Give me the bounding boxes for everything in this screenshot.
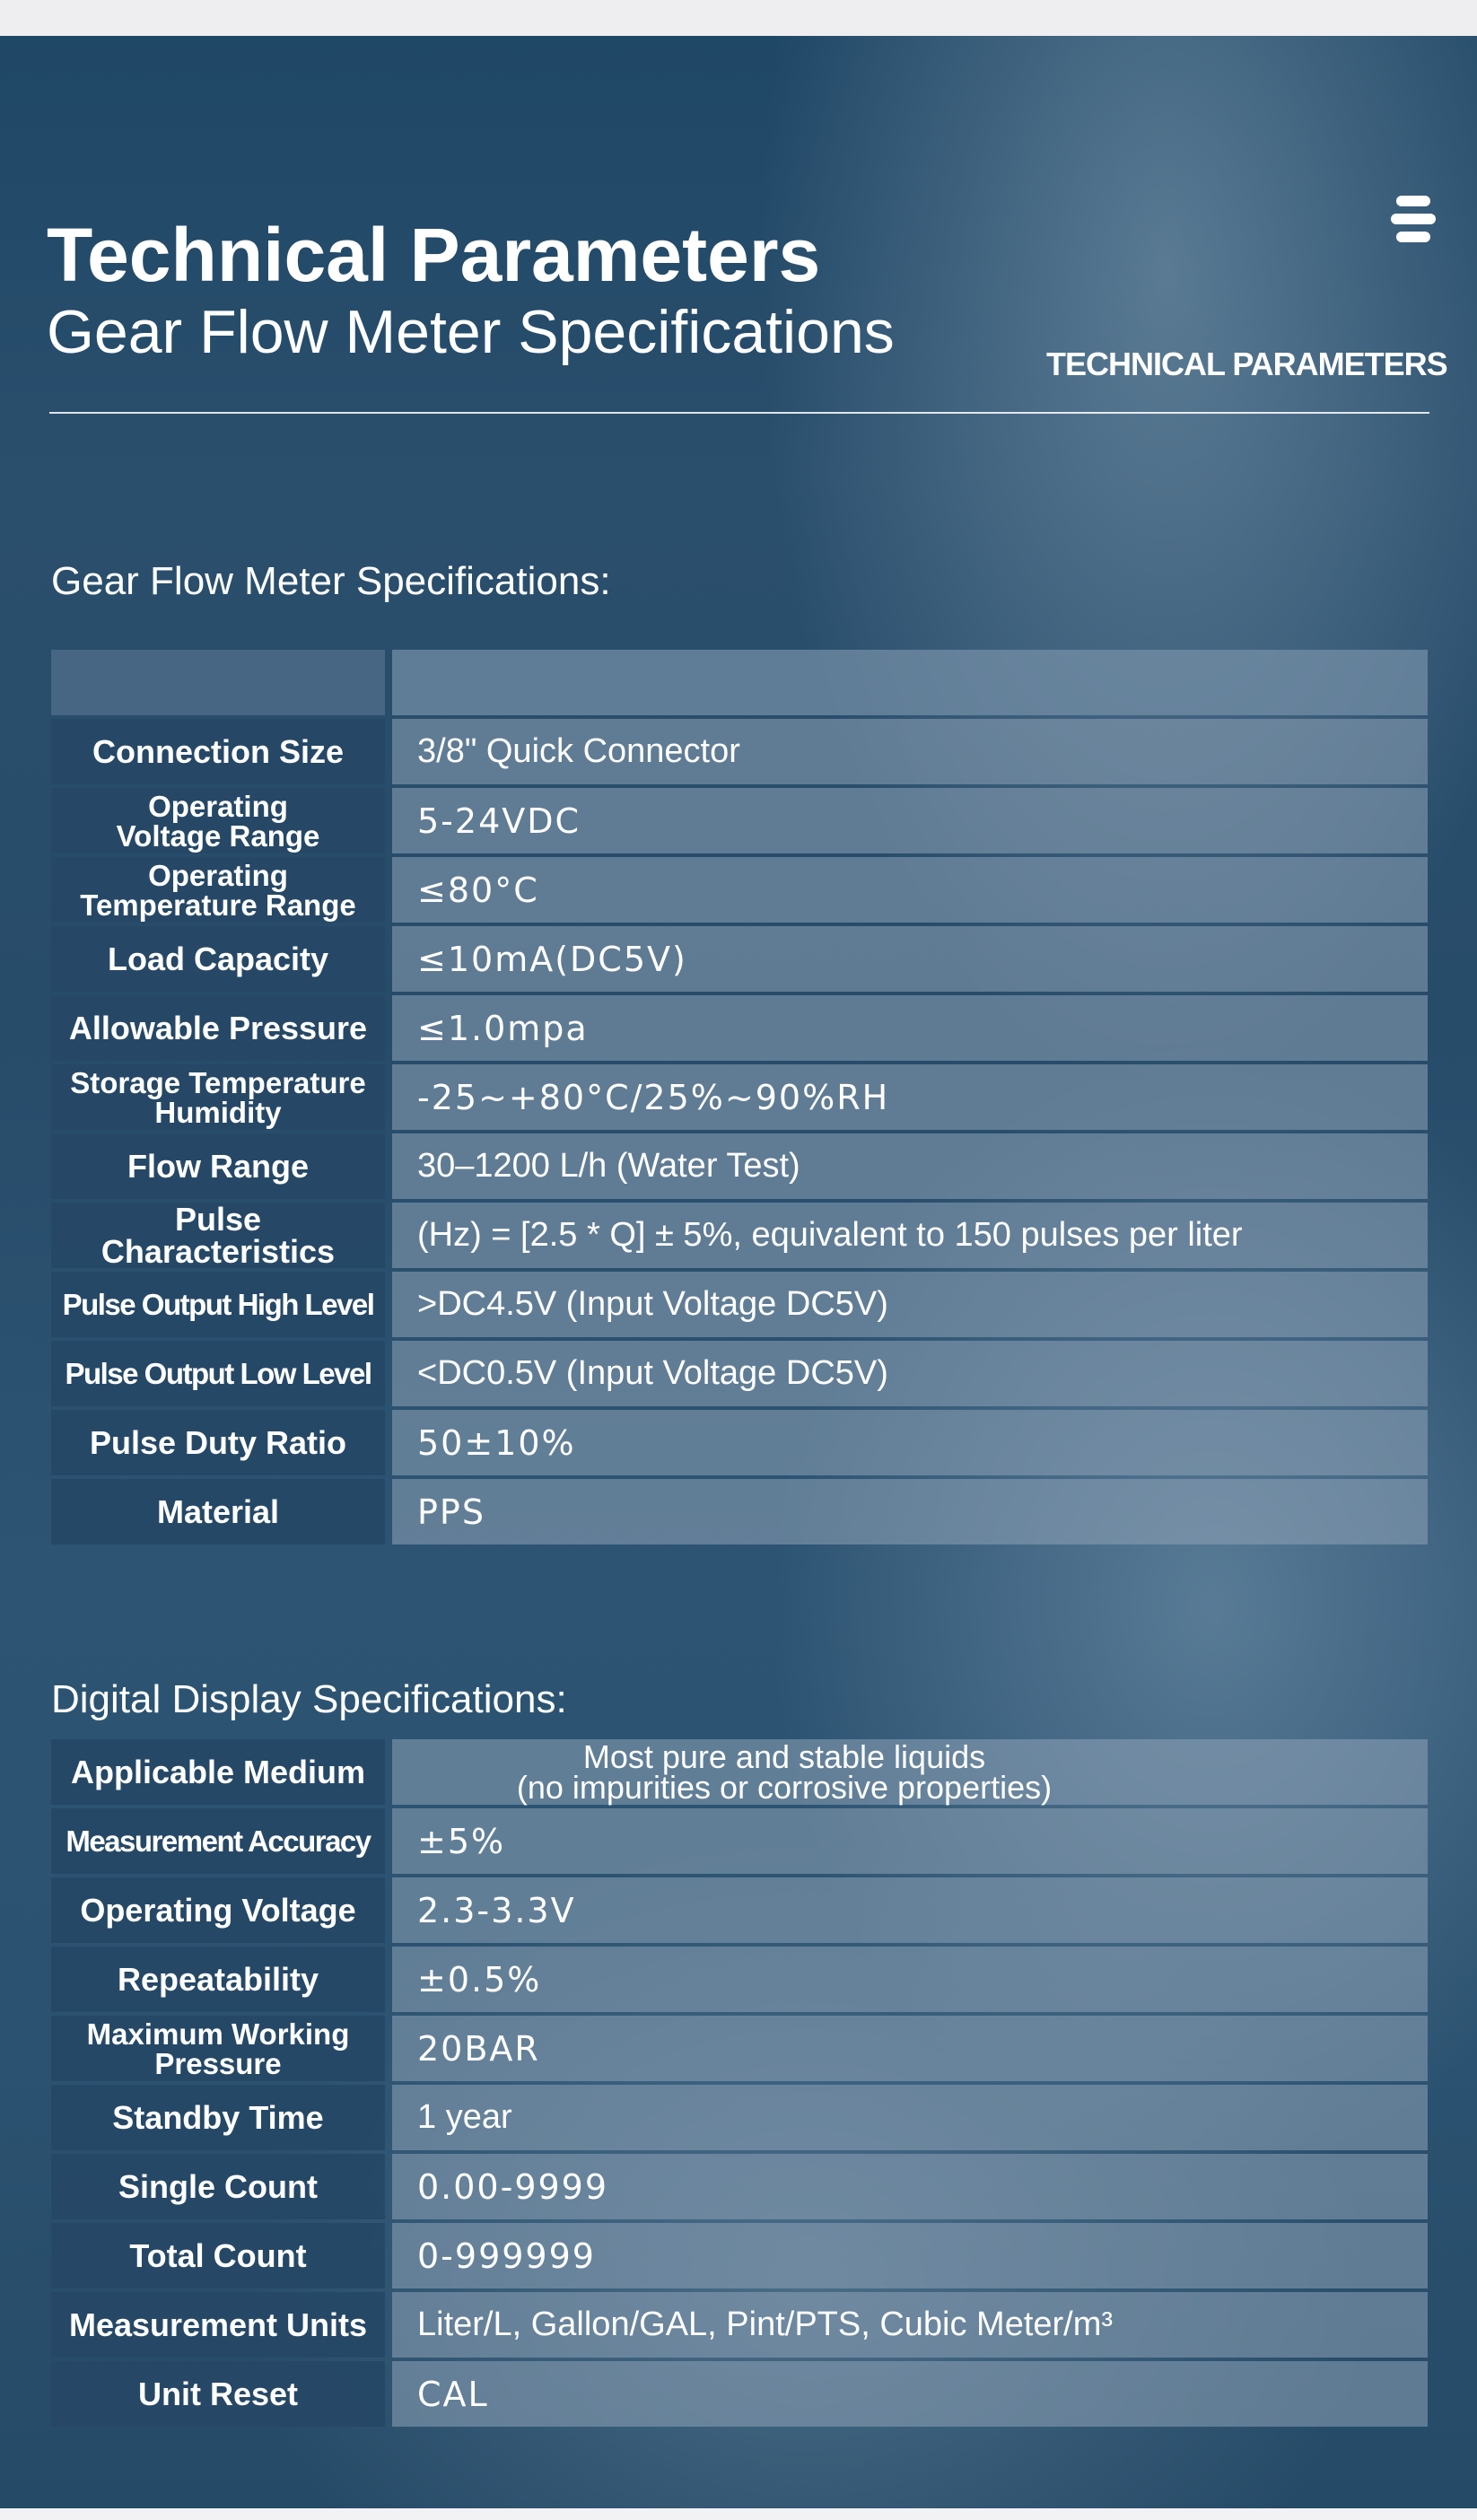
- table-row: [51, 1877, 1428, 1947]
- table-row: [51, 1739, 1428, 1808]
- table-row: [51, 2085, 1428, 2154]
- spec-label: Maximum Working Pressure: [51, 2016, 385, 2081]
- spec-value: 30–1200 L/h (Water Test): [392, 1133, 1428, 1199]
- hamburger-menu-icon[interactable]: [1391, 196, 1438, 246]
- table-row: [51, 926, 1428, 995]
- spec-label: Operating Voltage: [51, 1877, 385, 1943]
- spec-value: <DC0.5V (Input Voltage DC5V): [392, 1341, 1428, 1406]
- spec-label: Operating Voltage Range: [51, 788, 385, 853]
- spec-value: 20BAR: [392, 2016, 1428, 2081]
- spec-label: Load Capacity: [51, 926, 385, 992]
- table-row: [51, 2292, 1428, 2361]
- display-specs-heading: Digital Display Specifications:: [51, 1677, 567, 1721]
- table-row: [51, 2016, 1428, 2085]
- spec-value: ±5%: [392, 1808, 1428, 1874]
- table-row: [51, 995, 1428, 1064]
- spec-value: ±0.5%: [392, 1947, 1428, 2012]
- bottom-strip: [0, 2508, 1477, 2520]
- spec-label: Operating Temperature Range: [51, 857, 385, 923]
- spec-value: >DC4.5V (Input Voltage DC5V): [392, 1272, 1428, 1337]
- table-row: [51, 1272, 1428, 1341]
- header-label-cell: [51, 650, 385, 715]
- spec-label: Single Count: [51, 2154, 385, 2219]
- spec-label: Measurement Accuracy: [51, 1808, 385, 1874]
- spec-label: Allowable Pressure: [51, 995, 385, 1061]
- spec-label: Total Count: [51, 2223, 385, 2288]
- spec-value: ≤1.0mpa: [392, 995, 1428, 1061]
- spec-value: CAL: [392, 2361, 1428, 2427]
- spec-label: Connection Size: [51, 719, 385, 784]
- header-value-cell: [392, 650, 1428, 715]
- table-row: [51, 1200, 1428, 1272]
- spec-label: Material: [51, 1479, 385, 1544]
- header-divider: [49, 412, 1429, 414]
- spec-value: ≤10mA(DC5V): [392, 926, 1428, 992]
- spec-value: 0.00-9999: [392, 2154, 1428, 2219]
- spec-value: 50±10%: [392, 1410, 1428, 1475]
- spec-label: Standby Time: [51, 2085, 385, 2150]
- table-row: [51, 1133, 1428, 1203]
- spec-value: 0-999999: [392, 2223, 1428, 2288]
- table-header-row: [51, 650, 1428, 719]
- table-row: [51, 719, 1428, 788]
- spec-value: Liter/L, Gallon/GAL, Pint/PTS, Cubic Meter/m³: [392, 2292, 1428, 2358]
- spec-value: -25~+80°C/25%~90%RH: [392, 1064, 1428, 1130]
- spec-label: Repeatability: [51, 1947, 385, 2012]
- spec-label: Pulse Output Low Level: [51, 1341, 385, 1406]
- spec-value: PPS: [392, 1479, 1428, 1544]
- table-row: [51, 2154, 1428, 2223]
- spec-panel: [0, 36, 1477, 2508]
- spec-value: 3/8" Quick Connector: [392, 719, 1428, 784]
- spec-label: Pulse Characteristics: [51, 1203, 385, 1268]
- table-row: [51, 1479, 1428, 1548]
- table-row: [51, 2223, 1428, 2292]
- spec-label: Storage Temperature Humidity: [51, 1064, 385, 1130]
- spec-value: Most pure and stable liquids (no impurities or corrosive properties): [392, 1739, 1428, 1805]
- table-row: [51, 1064, 1428, 1133]
- table-row: [51, 788, 1428, 857]
- spec-value: 1 year: [392, 2085, 1428, 2150]
- spec-label: Pulse Duty Ratio: [51, 1410, 385, 1475]
- table-row: [51, 1947, 1428, 2016]
- table-row: [51, 1341, 1428, 1410]
- gear-specs-table: [51, 650, 1428, 1548]
- spec-label: Pulse Output High Level: [51, 1272, 385, 1337]
- table-row: [51, 2361, 1428, 2430]
- spec-label: Measurement Units: [51, 2292, 385, 2358]
- table-row: [51, 857, 1428, 926]
- spec-value: (Hz) = [2.5 * Q] ± 5%, equivalent to 150 pulses per liter: [392, 1203, 1428, 1268]
- spec-value: 5-24VDC: [392, 788, 1428, 853]
- table-row: [51, 1808, 1428, 1877]
- spec-value: 2.3-3.3V: [392, 1877, 1428, 1943]
- display-specs-table: [51, 1739, 1428, 2430]
- page-subtitle: Gear Flow Meter Specifications: [47, 298, 895, 366]
- section-tag: TECHNICAL PARAMETERS: [1046, 346, 1447, 382]
- top-strip: [0, 0, 1477, 36]
- gear-specs-heading: Gear Flow Meter Specifications:: [51, 559, 611, 603]
- page-title: Technical Parameters: [47, 213, 821, 297]
- spec-value: ≤80°C: [392, 857, 1428, 923]
- table-row: [51, 1410, 1428, 1479]
- spec-label: Flow Range: [51, 1133, 385, 1199]
- spec-label: Unit Reset: [51, 2361, 385, 2427]
- spec-label: Applicable Medium: [51, 1739, 385, 1805]
